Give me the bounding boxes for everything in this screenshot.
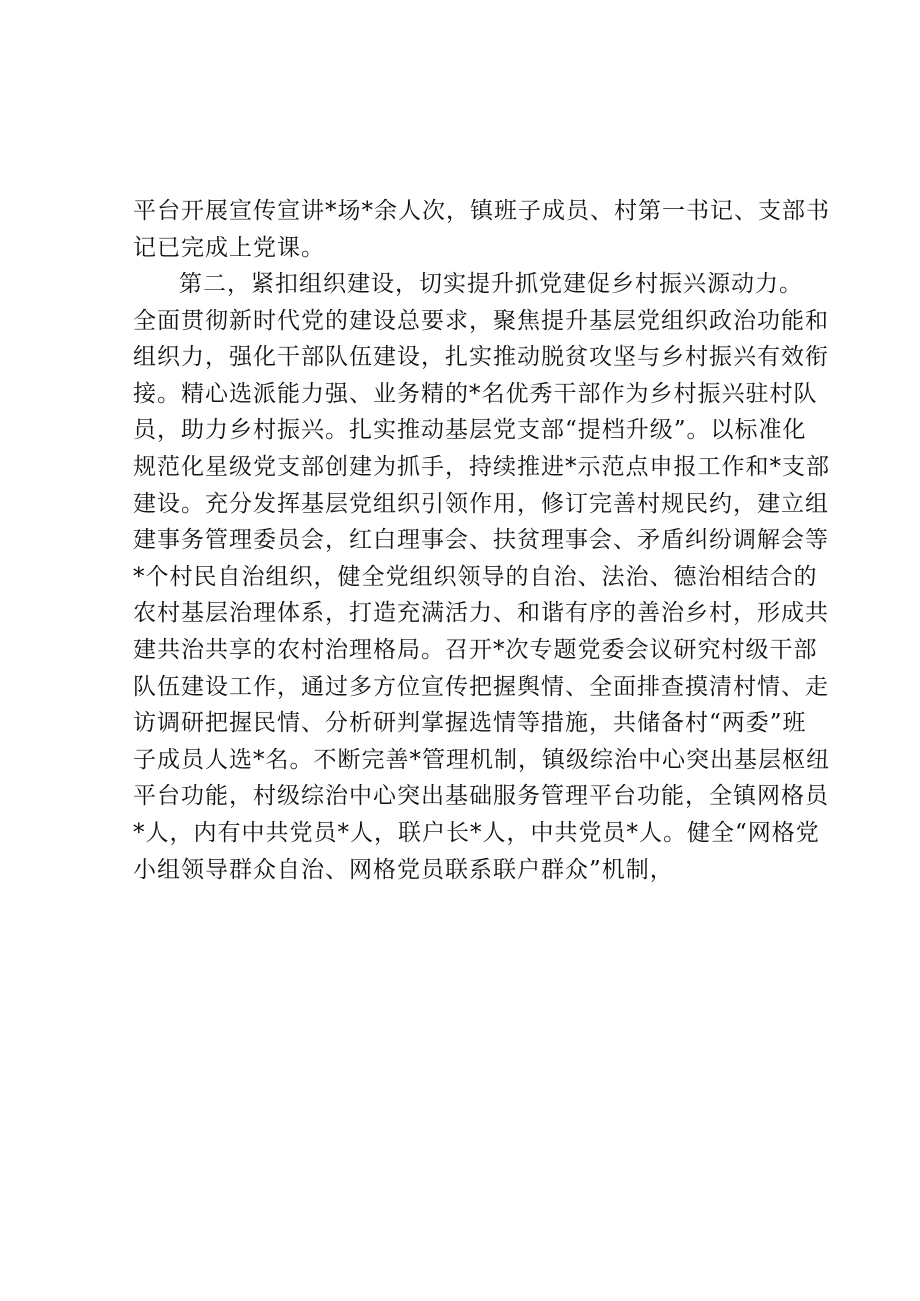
paragraph-line: 小组领导群众自治、网格党员联系联户群众”机制，: [133, 856, 674, 883]
paragraph-line: 记已完成上党课。: [133, 234, 325, 261]
paragraph-line: 平台开展宣传宣讲*场*余人次，镇班子成员、村第一书记、支部书: [133, 198, 830, 224]
paragraph-line: 全面贯彻新时代党的建设总要求，聚焦提升基层党组织政治功能和: [133, 307, 829, 334]
paragraph-line: 访调研把握民情、分析研判掌握选情等措施，共储备村“两委”班: [133, 710, 807, 737]
paragraph-line: 建事务管理委员会，红白理事会、扶贫理事会、矛盾纠纷调解会等: [133, 527, 829, 554]
paragraph-line: *个村民自治组织，健全党组织领导的自治、法治、德治相结合的: [133, 563, 818, 590]
paragraph-heading-line: 第二，紧扣组织建设，切实提升抓党建促乡村振兴源动力。: [179, 271, 803, 297]
paragraph-line: 子成员人选*名。不断完善*管理机制，镇级综治中心突出基层枢纽: [133, 746, 830, 773]
paragraph-line: 平台功能，村级综治中心突出基础服务管理平台功能，全镇网格员: [133, 783, 829, 810]
paragraph-line: 组织力，强化干部队伍建设，扎实推动脱贫攻坚与乡村振兴有效衔: [133, 344, 829, 371]
paragraph-line: 建共治共享的农村治理格局。召开*次专题党委会议研究村级干部: [133, 636, 818, 663]
paragraph-line: 建设。充分发挥基层党组织引领作用，修订完善村规民约，建立组: [133, 490, 829, 517]
main-paragraph: [133, 266, 830, 888]
paragraph-line: 农村基层治理体系，打造充满活力、和谐有序的善治乡村，形成共: [133, 600, 829, 627]
paragraph-line: 队伍建设工作，通过多方位宣传把握舆情、全面排查摸清村情、走: [133, 673, 829, 700]
paragraph-line: *人，内有中共党员*人，联户长*人，中共党员*人。健全“网格党: [133, 819, 820, 846]
continued-paragraph: [133, 193, 830, 266]
paragraph-line: 规范化星级党支部创建为抓手，持续推进*示范点申报工作和*支部: [133, 453, 830, 480]
paragraph-line: 员，助力乡村振兴。扎实推动基层党支部“提档升级”。以标准化: [133, 417, 807, 444]
paragraph-line: 接。精心选派能力强、业务精的*名优秀干部作为乡村振兴驻村队: [133, 380, 818, 407]
